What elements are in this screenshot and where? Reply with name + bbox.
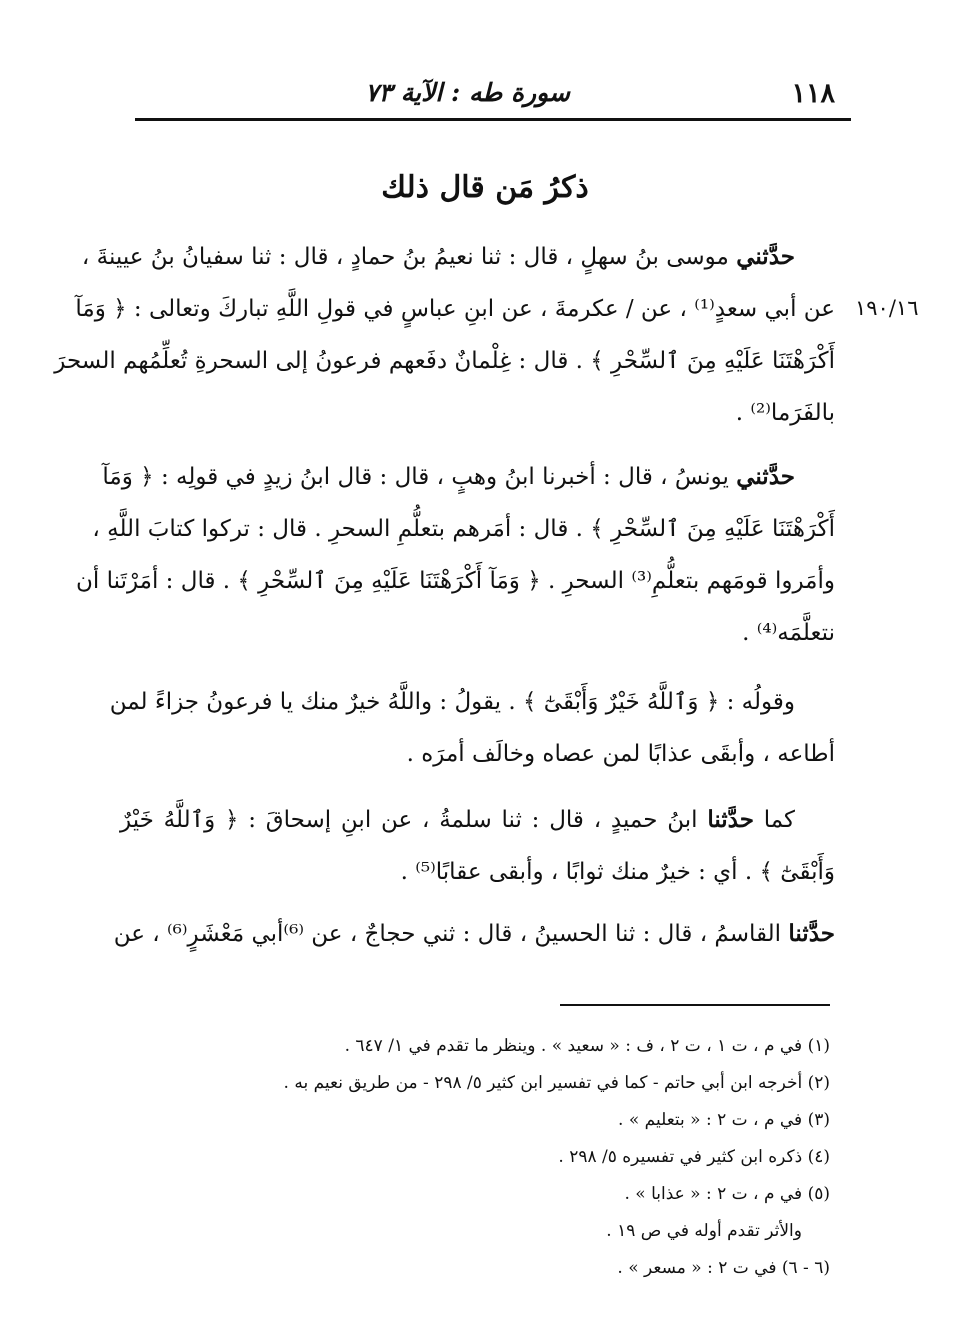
- footnote-continuation: والأثر تقدم أوله في ص ١٩ .: [606, 1221, 802, 1241]
- footnote: (٤) ذكره ابن كثير في تفسيره ٥/ ٢٩٨ .: [558, 1147, 830, 1167]
- footnote: (٢) أخرجه ابن أبي حاتم - كما في تفسير ابن كثير ٥/ ٢٩٨ - من طريق نعيم به .: [283, 1073, 830, 1093]
- text-line: وأمَروا قومَهم بتعلُّمِ⁽³⁾ السحرِ . ﴿ وَمَآ أَكْرَهْتَنَا عَلَيْهِ مِنَ ٱلسِّحْرِ ﴾ . قال : أمَرْتَنا أن: [76, 568, 835, 594]
- text-line: بالفَرَما⁽²⁾ .: [735, 400, 835, 426]
- text-line: أَكْرَهْتَنَا عَلَيْهِ مِنَ ٱلسِّحْرِ ﴾ . قال : أمَرهم بتعلُّمِ السحرِ . قال : تركوا كتابَ اللَّهِ ،: [92, 516, 835, 542]
- text-line: كما حدَّثنا ابنُ حميدٍ ، قال : ثنا سلمةُ ، عن ابنِ إسحاقَ : ﴿ وَٱللَّهُ خَيْرٌ: [120, 806, 795, 833]
- header-rule: [135, 118, 851, 121]
- paragraph-3: [109, 676, 835, 780]
- text-line: وقولُه : ﴿ وَٱللَّهُ خَيْرٌ وَأَبْقَىٰٓ ﴾ . يقولُ : واللَّهُ خيرٌ منك يا فرعونُ جزاءً لمن: [109, 689, 795, 715]
- page-header: [135, 78, 835, 118]
- text-line: وَأَبْقَىٰٓ ﴾ . أي : خيرٌ منك ثوابًا ، وأبقى عقابًا⁽⁵⁾ .: [400, 859, 835, 885]
- paragraph-5: [113, 908, 835, 960]
- footnotes: [200, 1028, 830, 1287]
- text-line: عن أبي سعدٍ⁽¹⁾ ، عن / عكرمةَ ، عن ابنِ عباسٍ في قولِ اللَّهِ تباركَ وتعالى : ﴿ وَمَآ: [75, 296, 835, 322]
- paragraph-4: [120, 794, 835, 898]
- running-head: سورة طه : الآية ٧٣: [365, 78, 570, 107]
- text-line: أطاعه ، وأبقَى عذابًا لمن عصاه وخالَف أمرَه .: [406, 741, 835, 767]
- footnote: (٦ - ٦) في ت ٢ : « مسعر » .: [617, 1258, 830, 1278]
- text-line: أَكْرَهْتَنَا عَلَيْهِ مِنَ ٱلسِّحْرِ ﴾ . قال : غِلْمانٌ دفَعهم فرعونُ إلى السحرةِ تُعلِّمُهم السحرَ: [54, 348, 835, 374]
- footnote-rule: [560, 1004, 830, 1006]
- text-line: حدَّثني موسى بنُ سهلٍ ، قال : ثنا نعيمُ بنُ حمادٍ ، قال : ثنا سفيانُ بنُ عيينةَ ،: [81, 243, 795, 270]
- page-number: ١١٨: [791, 78, 835, 109]
- paragraph-1: [54, 231, 835, 439]
- footnote: (٥) في م ، ت ٢ : « عذابا » .: [624, 1184, 830, 1204]
- footnote: (١) في م ، ت ١ ، ت ٢ ، ف : « سعيد » . وينظر ما تقدم في ١/ ٦٤٧ .: [344, 1036, 830, 1056]
- margin-reference: ١٩٠/١٦: [855, 296, 919, 320]
- footnote: (٣) في م ، ت ٢ : « بتعليم » .: [618, 1110, 830, 1130]
- text-line: حدَّثنا القاسمُ ، قال : ثنا الحسينُ ، قال : ثني حجاجٌ ، عن ⁽⁶⁾أبي مَعْشَرٍ⁽⁶⁾ ، عن: [113, 920, 835, 947]
- text-line: نتعلَّمَه⁽⁴⁾ .: [742, 620, 835, 646]
- section-title: ذكرُ مَن قال ذلك: [381, 170, 589, 205]
- paragraph-2: [76, 451, 835, 659]
- text-line: حدَّثني يونسُ ، قال : أخبرنا ابنُ وهبٍ ، قال : قال ابنُ زيدٍ في قولِه : ﴿ وَمَآ: [102, 463, 795, 490]
